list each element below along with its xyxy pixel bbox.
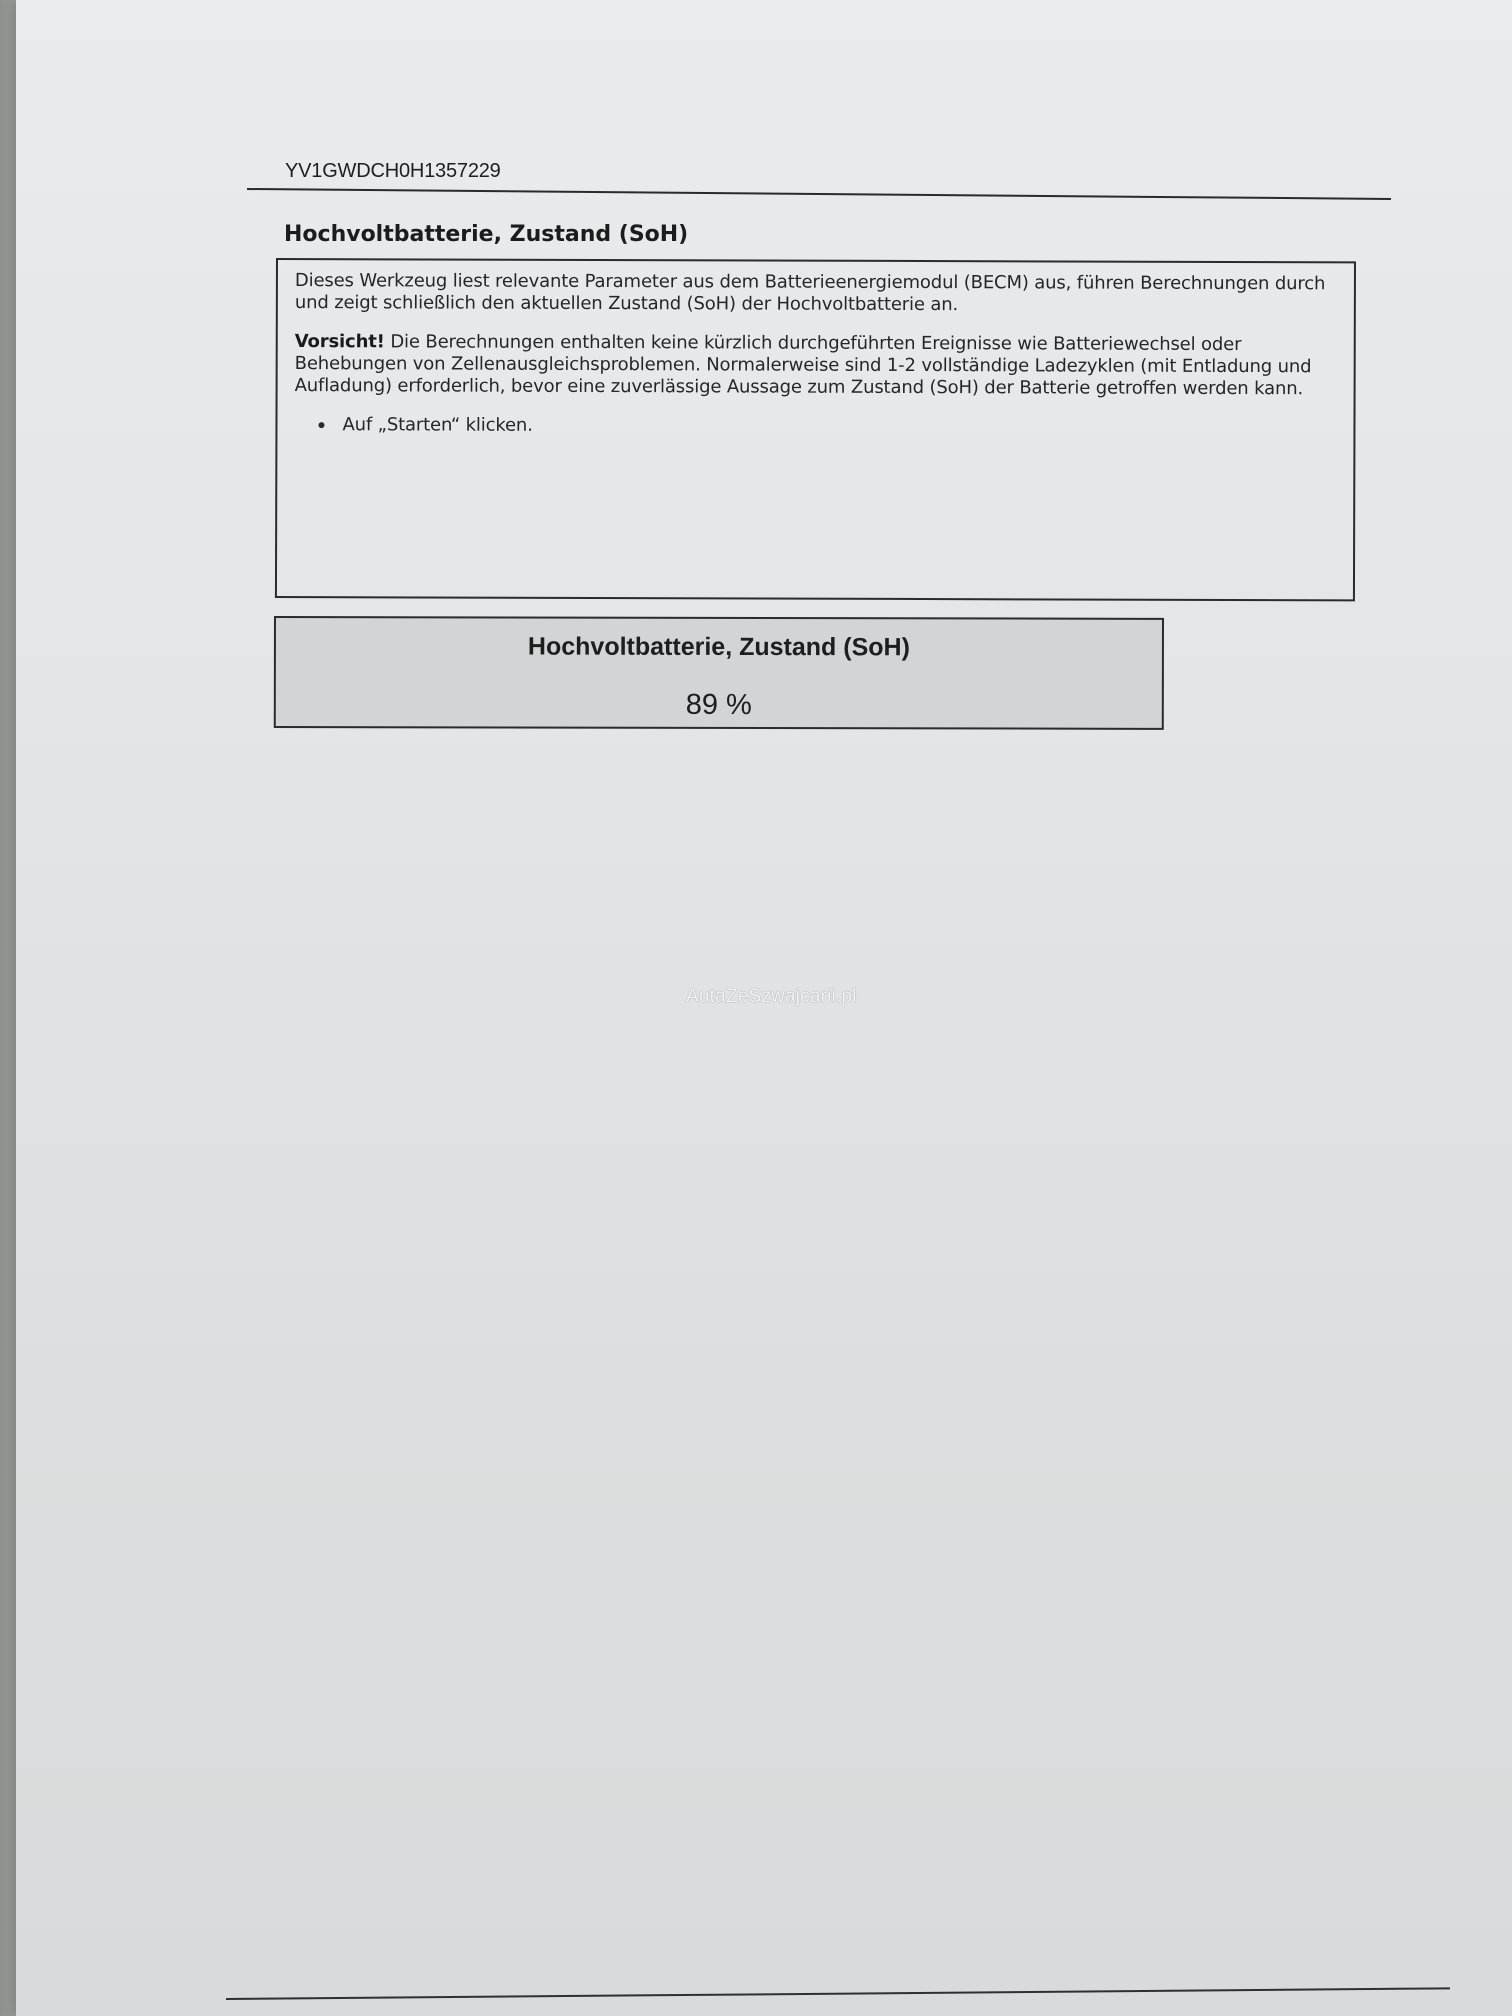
instruction-list — [294, 414, 1337, 439]
intro-paragraph: Dieses Werkzeug liest relevante Parameter aus dem Batterieenergiemodul (BECM) aus, führen Berechnungen durch und zeigt schließlich den aktuellen Zustand (SoH) der Hochvoltbatterie an. — [294, 270, 1326, 316]
paper-sheet — [16, 0, 1512, 2016]
instruction-text: Auf „Starten“ klicken. — [342, 414, 533, 436]
caution-label: Vorsicht! — [294, 331, 385, 353]
instruction-item — [342, 414, 1337, 439]
soh-value: 89 % — [685, 688, 752, 722]
caution-text: Die Berechnungen enthalten keine kürzlich durchgeführten Ereignisse wie Batteriewechsel oder Behebungen von Zellenausgleichsproblemen. Normalerweise sind 1-2 vollständige Ladezyklen (mit Entladung und Aufladung) erforderlich, bevor eine zuverlässige Aussage zum Zustand (SoH) der Batterie getroffen werden kann. — [294, 331, 1312, 400]
vin-header: YV1GWDCH0H1357229 — [285, 160, 501, 182]
section-title: Hochvoltbatterie, Zustand (SoH) — [284, 222, 689, 247]
result-box — [274, 616, 1164, 730]
caution-paragraph — [295, 331, 1335, 400]
result-title: Hochvoltbatterie, Zustand (SoH) — [527, 632, 910, 662]
header-divider — [247, 188, 1391, 200]
bullet-icon — [318, 422, 324, 428]
watermark: AutaZeSzwajcarii.pl — [686, 986, 857, 1007]
footer-divider — [226, 1987, 1450, 2000]
info-box — [275, 258, 1356, 601]
